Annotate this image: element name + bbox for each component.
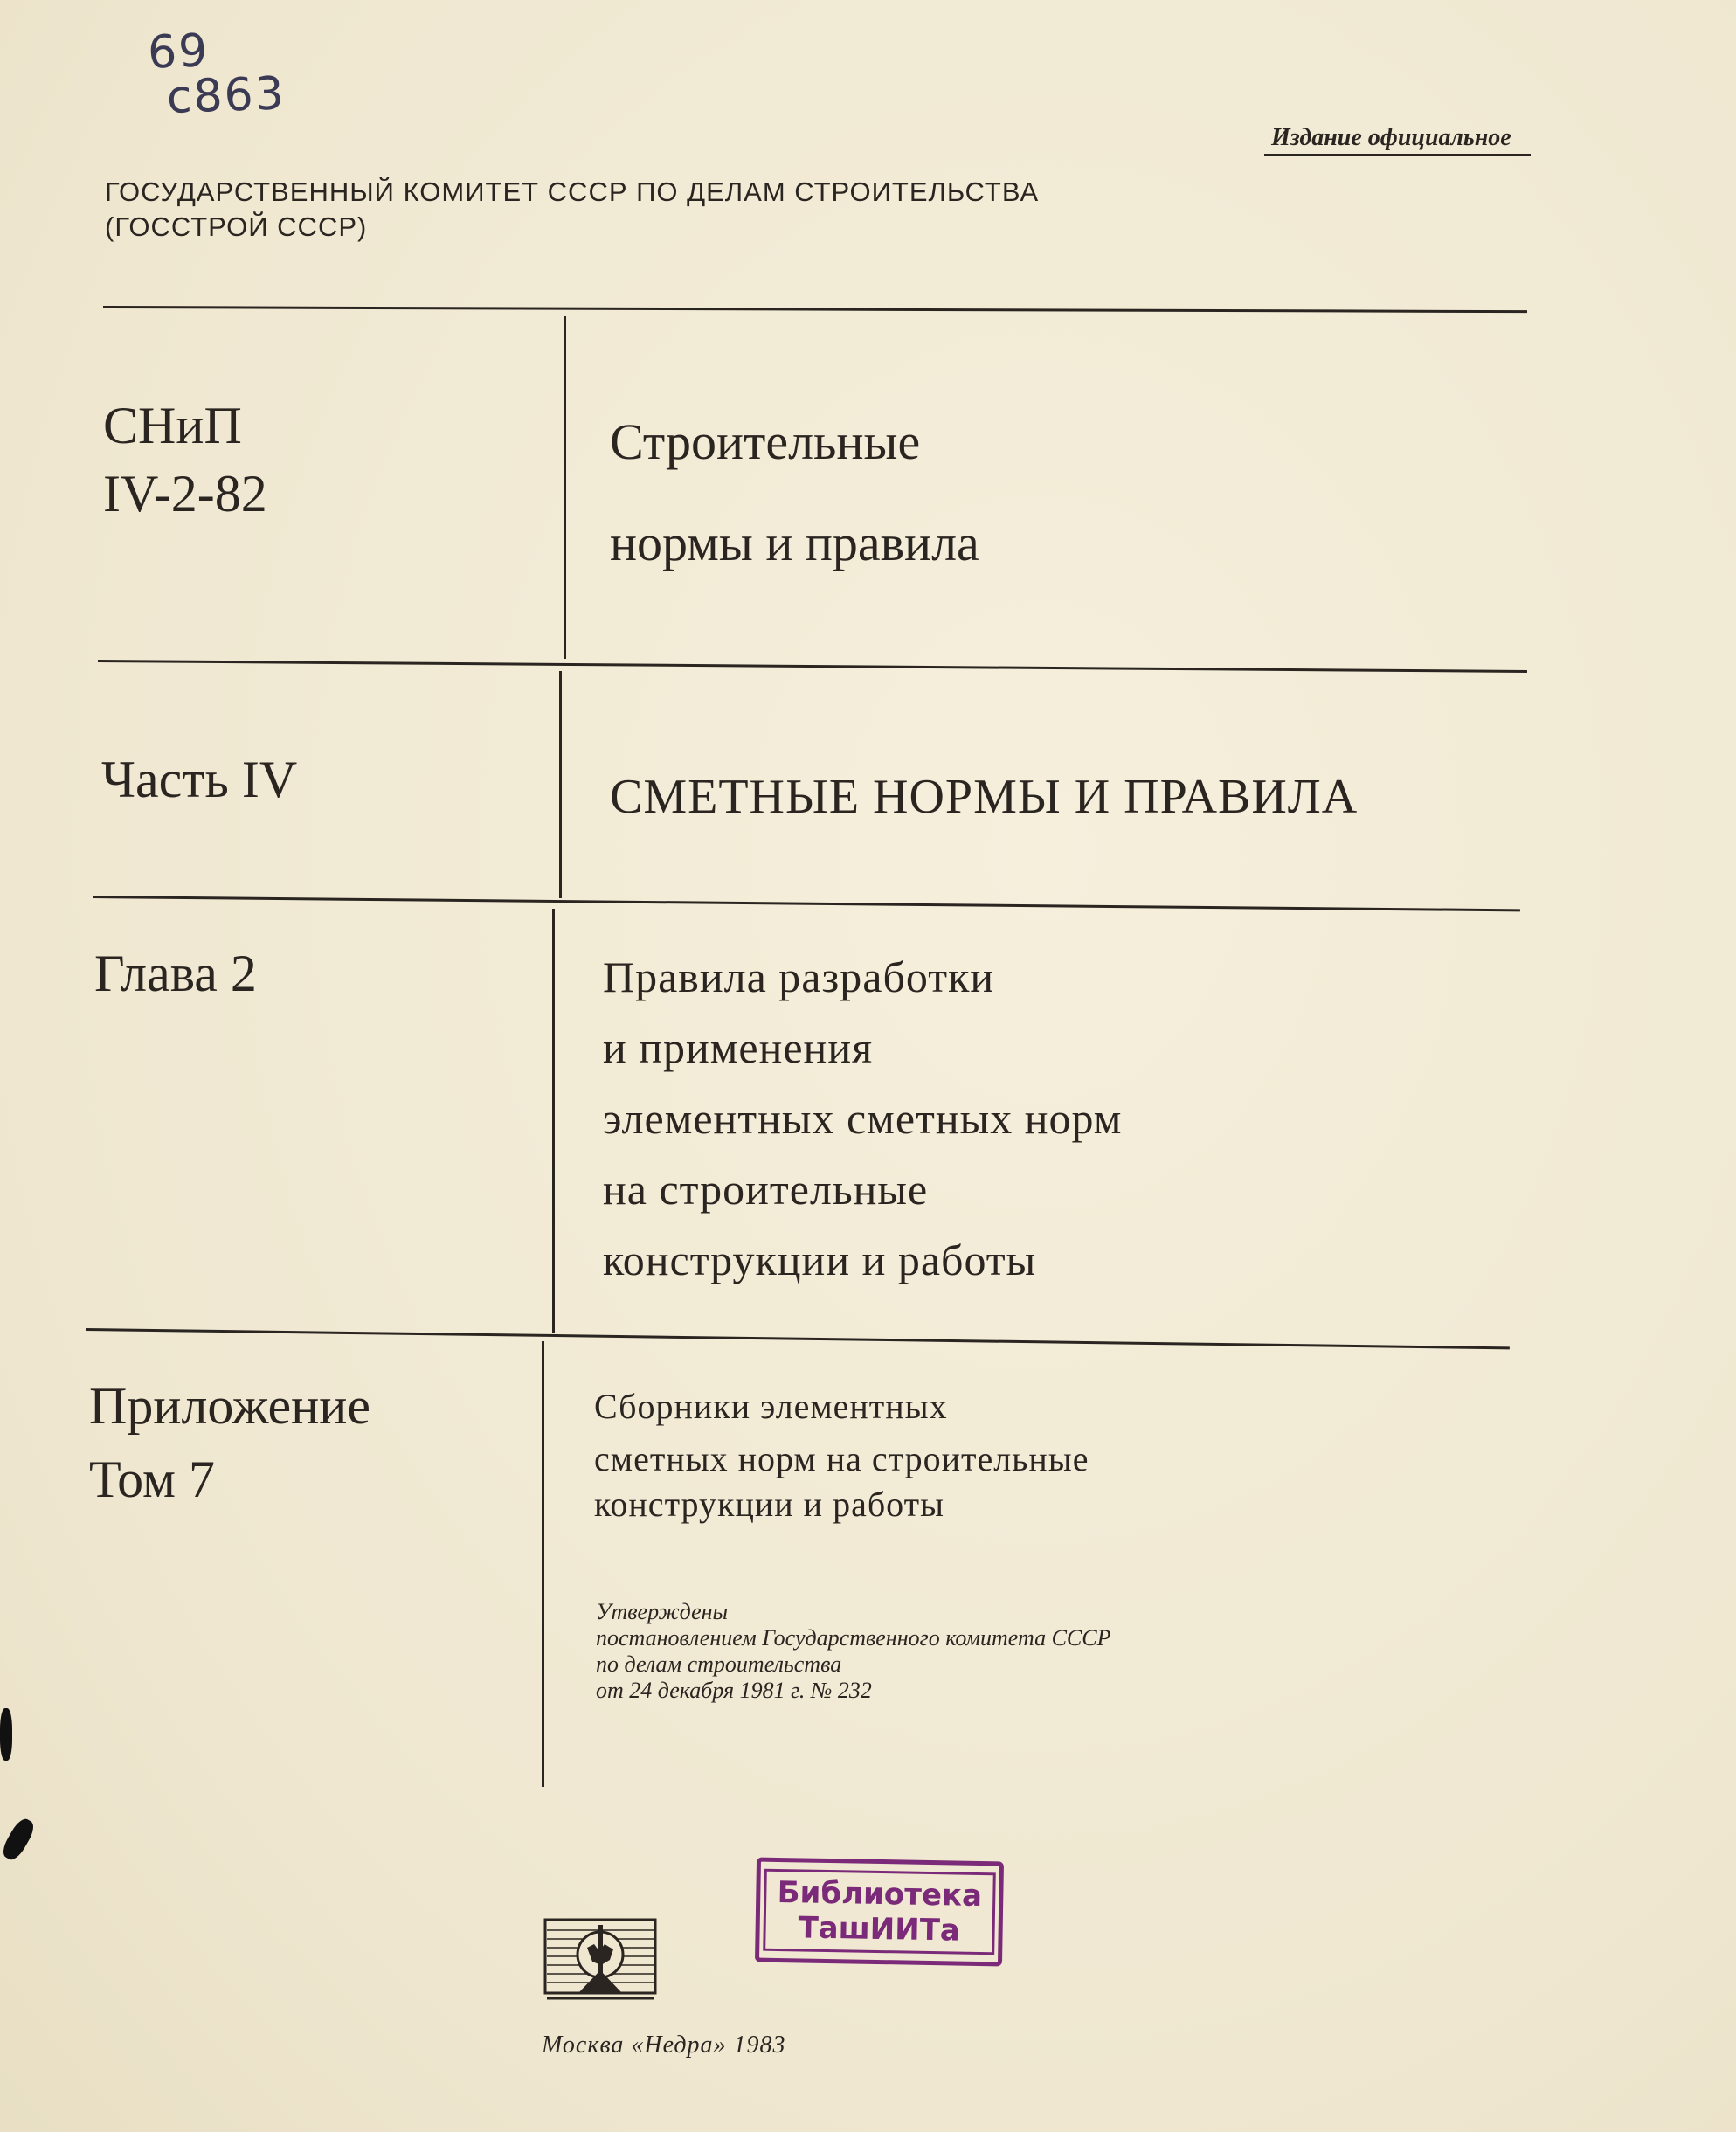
approval-line: по делам строительства — [596, 1651, 842, 1677]
appendix-label — [89, 1369, 370, 1516]
chapter-title-line: элементных сметных норм — [603, 1094, 1123, 1143]
approval-line: от 24 декабря 1981 г. № 232 — [596, 1678, 872, 1703]
appendix-title-line: Сборники элементных — [594, 1387, 948, 1426]
appendix-label-line: Приложение — [89, 1377, 371, 1435]
binding-mark — [0, 1816, 38, 1863]
doc-type-title — [610, 391, 979, 594]
edition-underline — [1264, 154, 1531, 156]
library-stamp-inner — [763, 1869, 996, 1955]
handwritten-shelf-mark — [147, 22, 287, 124]
table-rule — [103, 306, 1527, 313]
publisher-imprint: Москва «Недра» 1983 — [542, 2032, 786, 2059]
doc-code-line: IV-2-82 — [103, 465, 267, 523]
appendix-title-line: конструкции и работы — [594, 1485, 944, 1524]
chapter-label: Глава 2 — [94, 945, 257, 1002]
edition-note: Издание официальное — [1271, 124, 1511, 151]
table-rule — [93, 896, 1520, 911]
committee-name: ГОСУДАРСТВЕННЫЙ КОМИТЕТ СССР ПО ДЕЛАМ СТРОИТЕЛЬСТВА — [105, 177, 1040, 207]
table-rule — [86, 1328, 1510, 1349]
chapter-title-line: и применения — [603, 1023, 874, 1072]
handwritten-line: с863 — [165, 67, 287, 124]
appendix-title — [594, 1385, 1089, 1526]
handwritten-line: 69 — [147, 24, 211, 80]
committee-abbrev: (ГОССТРОЙ СССР) — [105, 211, 368, 242]
stamp-line: Библиотека — [777, 1874, 983, 1914]
approval-line: Утверждены — [596, 1599, 729, 1624]
table-column-divider — [552, 909, 555, 1332]
part-title: СМЕТНЫЕ НОРМЫ И ПРАВИЛА — [610, 770, 1359, 824]
doc-type-line: нормы и правила — [610, 515, 979, 571]
stamp-line: ТашИИТа — [798, 1910, 961, 1949]
volume-label: Том 7 — [89, 1450, 215, 1508]
chapter-title-line: Правила разработки — [603, 952, 995, 1001]
chapter-title — [603, 942, 1122, 1296]
table-column-divider — [564, 316, 566, 659]
committee-header — [105, 175, 1039, 245]
part-label: Часть IV — [101, 751, 298, 808]
nedra-publisher-emblem-icon — [543, 1918, 657, 2002]
binding-mark — [0, 1708, 12, 1761]
approval-note — [596, 1599, 1110, 1704]
table-column-divider — [542, 1341, 544, 1787]
chapter-title-line: на строительные — [603, 1165, 929, 1214]
chapter-title-line: конструкции и работы — [603, 1236, 1037, 1284]
library-stamp — [755, 1858, 1004, 1967]
doc-type-line: Строительные — [610, 413, 921, 470]
appendix-title-line: сметных норм на строительные — [594, 1439, 1089, 1478]
table-column-divider — [559, 671, 562, 898]
approval-line: постановлением Государственного комитета СССР — [596, 1625, 1111, 1651]
doc-code-line: СНиП — [103, 397, 242, 454]
table-rule — [98, 660, 1527, 673]
doc-code — [103, 389, 267, 530]
